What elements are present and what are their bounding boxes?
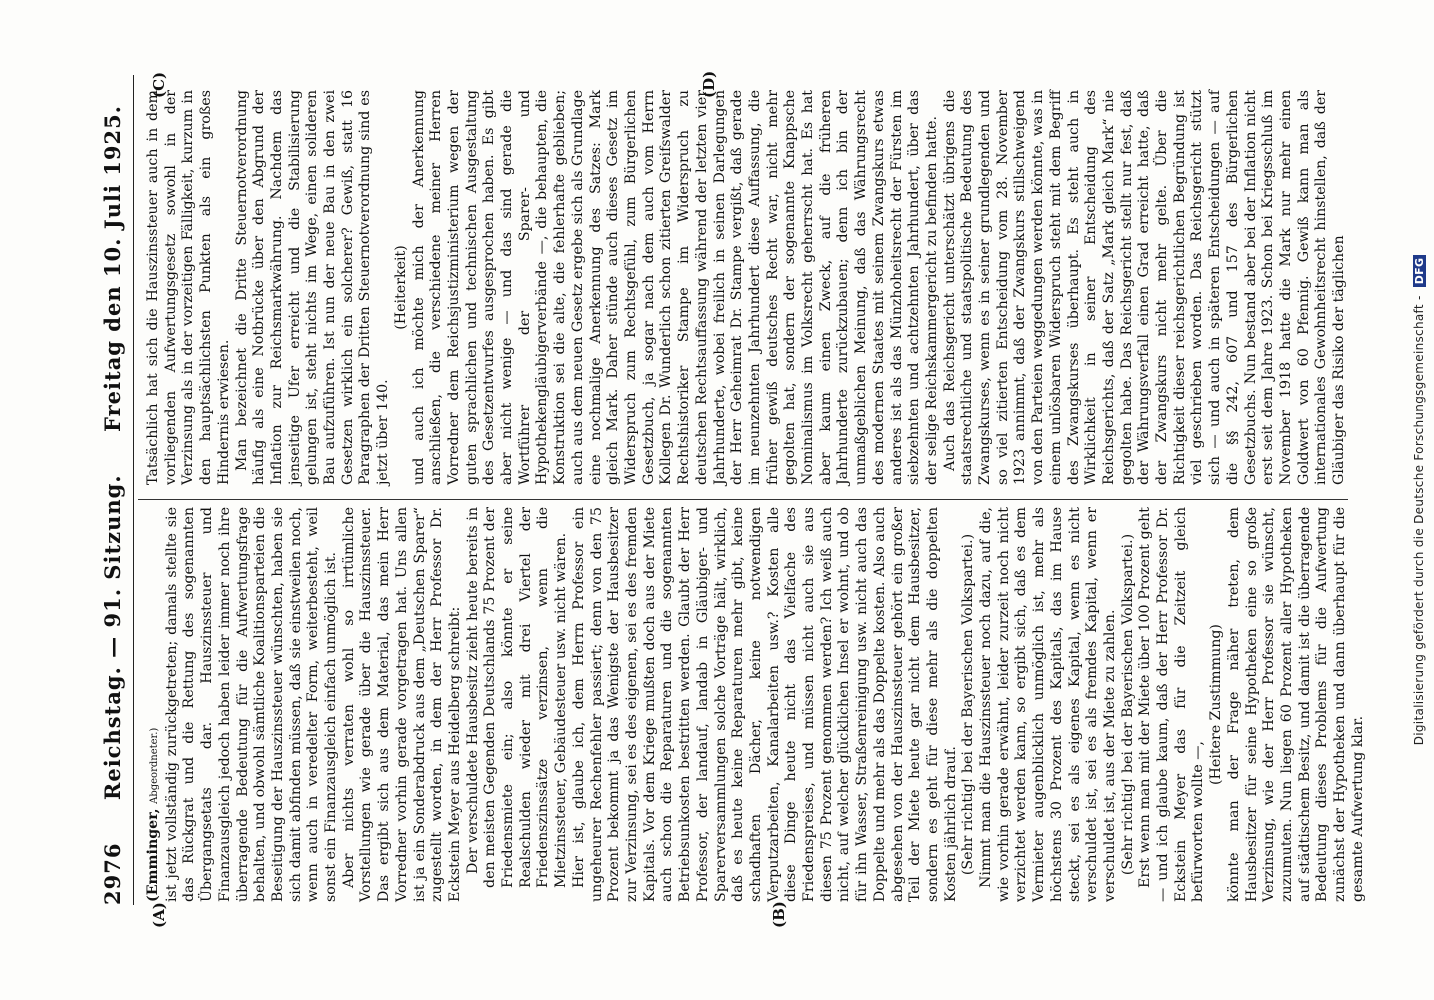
paragraph: Hier ist, glaube ich, dem Herrn Professor ein ungeheurer Rechenfehler passiert; denn von den 75 Prozent bekommt ja das Wenigste der Hausbesitzer zur Verzinsung, sei es des eigenen, sei es des fremden Kapitals. Vor dem Kriege mußten doch aus der Miete auch schon die Reparaturen und die sogenannten Betriebsunkosten bestritten werden. Glaubt der Herr Professor, der landauf, landab in Gläubiger- und Sparerversammlungen solche Vorträge hält, wirklich, daß es heute keine Reparaturen mehr gibt, keine schadhaften Dächer, keine notwendigen Verputzarbeiten, Kanalarbeiten usw.? Kosten alle diese Dinge heute nicht das Vielfache des Friedenspreises, und müssen nicht auch sie aus diesen 75 Prozent genommen werden? Ich weiß auch nicht, auf welcher glücklichen Insel er wohnt, und ob für ihn Wasser, Straßenreinigung usw. nicht auch das Doppelte und mehr als das Doppelte kosten. Also auch abgesehen von der Hauszinssteuer gehört ein großer Teil der Miete heute gar nicht dem Hausbesitzer, sondern es geht für diese mehr als die doppelten Kosten jährlich drauf. [570, 507, 959, 902]
reaction: (Sehr richtig! bei der Bayerischen Volkspartei.) [960, 533, 977, 876]
page-header [92, 105, 132, 905]
footer-text: Digitalisierung gefördert durch die Deutsche Forschungsgemeinschaft - [1412, 295, 1426, 746]
left-column [145, 507, 1366, 902]
paragraph: Aber nichts verraten wohl so irrtümliche Vorstellungen wie gerade über die Hauszinssteuer. Das ergibt sich aus dem Material, das mein Herr Vorredner vorhin gerade vorgetragen hat. Uns allen ist ja ein Sonderabdruck aus dem „Deutschen Sparer“ zugestellt worden, in dem der Herr Professor Dr. Eckstein Meyer aus Heidelberg schreibt: [340, 507, 463, 902]
reaction: (Heiterkeit) [392, 245, 409, 330]
right-column [145, 90, 1348, 485]
margin-marker-b: (B) [770, 901, 788, 928]
margin-marker-a: (A) [150, 902, 168, 928]
paragraph: Nimmt man die Hauszinssteuer noch dazu, auf die, wie vorhin gerade erwähnt, leider zurzeit noch nicht verzichtet werden kann, so ergibt sich, daß es dem Vermieter augenblicklich unmöglich ist, mehr als höchstens 30 Prozent des Kapitals, das im Hause steckt, sei es als eigenes Kapital, wenn es nicht verschuldet ist, sei es als fremdes Kapital, wenn er verschuldet ist, aus der Miete zu zahlen. [978, 507, 1118, 902]
paragraph: Erst wenn man mit der Miete über 100 Prozent geht — und ich glaube kaum, daß der Herr Professor Dr. Eckstein Meyer das für die Zeitzeit gleich befürworten wollte —, [1137, 507, 1207, 902]
paragraph: und auch ich möchte mich der Anerkennung anschließen, die verschiedene meiner Herren Vorredner dem Reichsjustizministerium wegen der guten sprachlichen und technischen Ausgestaltung des Gesetzentwurfes ausgesprochen haben. Es gibt aber nicht wenige — und das sind gerade die Wortführer der Sparer- und Hypothekengläubigerverbände —, die behaupten, die Konstruktion sei die alte, die fehlerhafte geblieben; auch aus dem neuen Gesetz ergebe sich als Grundlage eine nochmalige Anerkennung des Satzes: Mark gleich Mark. Daher stünde auch dieses Gesetz im Widerspruch zum Rechtsgefühl, zum Bürgerlichen Gesetzbuch, ja sogar nach dem auch vom Herrn Kollegen Dr. Wunderlich schon zitierten Greifswalder Rechtshistoriker Stampe im Widerspruch zu deutschen Rechtsauffassung während der letzten vier Jahrhunderte, wobei freilich in seinen Darlegungen der Herr Geheimrat Dr. Stampe vergißt, daß gerade im neunzehnten Jahrhundert diese Auffassung, die früher gewiß deutsches Recht war, nicht mehr gegolten hat, sondern der sogenannte Knappsche Nominalismus im Volksrecht geherrscht hat. Es hat aber kaum einen Zweck, auf die früheren Jahrhunderte zurückzubauen; denn ich bin der unmaßgeblichen Meinung, daß das Währungsrecht des modernen Staates mit seinem Zwangskurs etwas anderes ist als das Münzhoheitsrecht der Fürsten im siebzehnten und achtzehnten Jahrhundert, über das der selige Reichskammergericht zu befinden hatte. [410, 90, 940, 485]
page-number: 2976 [99, 842, 125, 905]
speaker-role: Abgeordneter.) [149, 727, 160, 804]
paragraph: ist jetzt vollständig zurückgetreten; damals stellte sie das Rückgrat und die Rettung des sogenannten Übergangsetats dar. Hauszinssteuer und Finanzausgleich jedoch haben leider immer noch ihre überragende Bedeutung für die Aufwertungsfrage behalten, und obwohl sämtliche Koalitionsparteien die Beseitigung der Hauszinssteuer wünschten, haben sie sich damit abfinden müssen, daß sie einstweilen noch, wenn auch in veredelter Form, weiterbesteht, weil sonst ein Finanzausgleich einfach unmöglich ist. [163, 507, 340, 902]
column-divider [138, 499, 1348, 500]
paragraph: Man bezeichnet die Dritte Steuernotverordnung häufig als eine Notbrücke über den Abgrund der Inflation zur Reichsmarkwährung. Nachdem das jenseitige Ufer erreicht und die Stabilisierung gelungen ist, steht nichts im Wege, einen solideren Bau aufzuführen. Ist nun der neue Bau in den zwei Gesetzen wirklich ein solcherer? Gewiß, statt 16 Paragraphen der Dritten Steuernotverordnung sind es jetzt über 140. [233, 90, 392, 485]
page-title: Reichstag. — 91. Sitzung. [99, 474, 125, 801]
speaker-name: (Emminger, [145, 808, 161, 902]
page-date: Freitag den 10. Juli 1925. [99, 105, 125, 432]
paragraph: Auch das Reichsgericht unterschätzt übrigens die staatsrechtliche und staatspolitische Bedeutung des Zwangskurses, wenn es in seiner grundlegenden und so viel zitierten Entscheidung vom 28. November 1923 annimmt, daß der Zwangskurs stillschweigend von den Parteien weggedungen werden könnte, was in einem unlösbaren Widerspruch steht mit dem Begriff des Zwangskurses überhaupt. Es steht auch in Wirklichkeit in seiner Entscheidung des Reichsgerichts, daß der Satz „Mark gleich Mark“ nie gegolten habe. Das Reichsgericht stellt nur fest, daß der Währungsverfall einen Grad erreicht hatte, daß der Zwangskurs nicht mehr gelte. Über die Richtigkeit dieser reichsgerichtlichen Begründung ist viel geschrieben worden. Das Reichsgericht stützt sich — und auch in späteren Entscheidungen — auf die §§ 242, 607 und 157 des Bürgerlichen Gesetzbuchs. Nun bestand aber bei der Inflation nicht erst seit dem Jahre 1923. Schon bei Kriegsschluß im November 1918 hatte die Mark nur mehr einen Goldwert von 60 Pfennig. Gewiß kann man als internationales Gewohnheitsrecht hinstellen, daß der Gläubiger das Risiko der täglichen [941, 90, 1348, 485]
dfg-logo: DFG [1413, 255, 1426, 288]
speaker-line [145, 507, 164, 902]
paragraph: Tatsächlich hat sich die Hauszinssteuer auch in dem vorliegenden Aufwertungsgesetz sowohl in der Verzinsung als in der vorzeitigen Fälligkeit, kurzum in den hauptsächlichsten Punkten als ein großes Hindernis erwiesen. [145, 90, 232, 485]
block-quote [465, 507, 571, 902]
reaction: (Heitere Zustimmung) [1208, 624, 1225, 785]
quote-text: Der verschuldete Hausbesitz zieht heute bereits in den meisten Gegenden Deutschlands 75 Prozent der Friedensmiete ein; also könnte er seine Realschulden wieder mit drei Viertel der Friedenszinssätze verzinsen, wenn die Mietzinssteuer, Gebäudesteuer usw. nicht wären. [464, 507, 570, 888]
digitization-footer [1412, 0, 1426, 1000]
reaction: (Sehr richtig! bei der Bayerischen Volkspartei.) [1119, 533, 1136, 876]
margin-marker-d: (D) [700, 70, 718, 98]
paragraph: könnte man der Frage näher treten, dem Hausbesitzer für seine Hypotheken eine so große Verzinsung, wie der Herr Professor sie wünscht, zuzumuten. Nun liegen 60 Prozent aller Hypotheken auf städtischem Besitz, und damit ist die überragende Bedeutung dieses Problems für die Aufwertung zunächst der Hypotheken und dann überhaupt für die gesamte Aufwertung klar. [1225, 507, 1366, 902]
header-rule [133, 75, 134, 905]
margin-marker-c: (C) [150, 71, 168, 98]
